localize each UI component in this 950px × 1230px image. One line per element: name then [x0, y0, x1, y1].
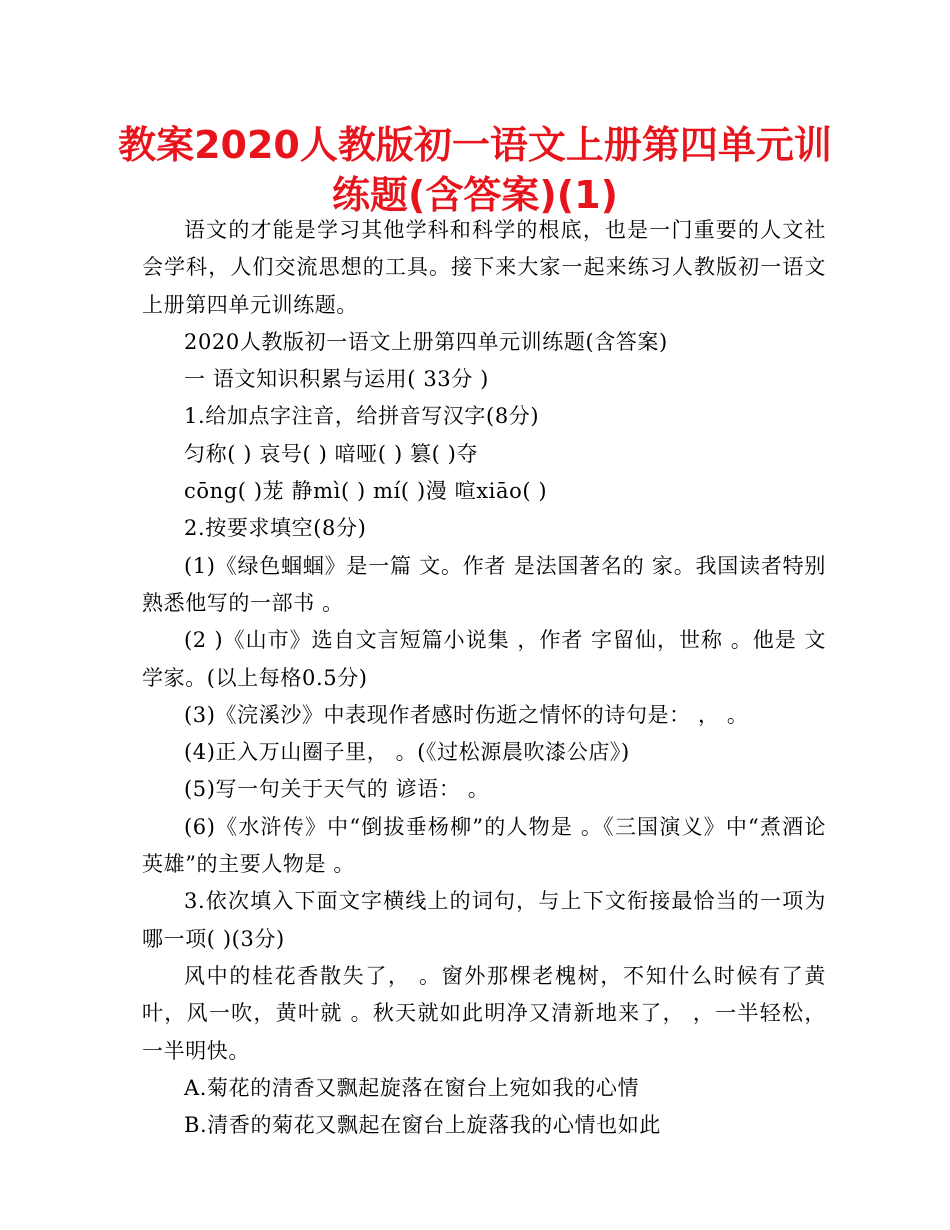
- question-1-line-2: cōng( )茏 静mì( ) mí( )漫 喧xiāo( ): [184, 479, 548, 504]
- question-2-item-3: (3)《浣溪沙》中表现作者感时伤逝之情怀的诗句是： ， 。: [184, 702, 749, 727]
- question-2-item-6: (6)《水浒传》中“倒拔垂杨柳”的人物是 。《三国演义》中“煮酒论英雄”的主要人物是 。: [142, 814, 826, 877]
- question-1-line-1: 匀称( ) 哀号( ) 喑哑( ) 篡( )夺: [184, 441, 479, 466]
- option-b: B.清香的菊花又飘起在窗台上旋落我的心情也如此: [184, 1113, 661, 1138]
- question-3: 3.依次填入下面文字横线上的词句，与上下文衔接最恰当的一项为哪一项( )(3分): [142, 889, 826, 951]
- question-1: 1.给加点字注音，给拼音写汉字(8分): [184, 404, 540, 429]
- section-heading: 一 语文知识积累与运用( 33分 ): [184, 367, 489, 392]
- subtitle-line: 2020人教版初一语文上册第四单元训练题(含答案): [184, 329, 668, 354]
- question-2-item-4: (4)正入万山圈子里， 。(《过松源晨吹漆公店》): [184, 740, 630, 765]
- question-2-item-1: (1)《绿色蝈蝈》是一篇 文。作者 是法国著名的 家。我国读者特别熟悉他写的一部书 。: [142, 553, 826, 615]
- intro-paragraph: 语文的才能是学习其他学科和科学的根底，也是一门重要的人文社会学科，人们交流思想的工具。接下来大家一起来练习人教版初一语文上册第四单元训练题。: [142, 218, 826, 317]
- question-2-item-5: (5)写一句关于天气的 谚语： 。: [184, 777, 490, 802]
- question-2: 2.按要求填空(8分): [184, 516, 367, 541]
- option-a: A.菊花的清香又飘起旋落在窗台上宛如我的心情: [184, 1075, 640, 1100]
- question-2-item-2: (2 )《山市》选自文言短篇小说集 ，作者 字留仙，世称 。他是 文学家。(以上每格0.5分): [142, 628, 826, 690]
- question-3-passage: 风中的桂花香散失了， 。窗外那棵老槐树，不知什么时候有了黄叶，风一吹，黄叶就 。秋天就如此明净又清新地来了， ，一半轻松，一半明快。: [142, 963, 826, 1063]
- document-body: [142, 212, 826, 1144]
- document-title: 教案2020人教版初一语文上册第四单元训练题(含答案)(1): [118, 123, 832, 217]
